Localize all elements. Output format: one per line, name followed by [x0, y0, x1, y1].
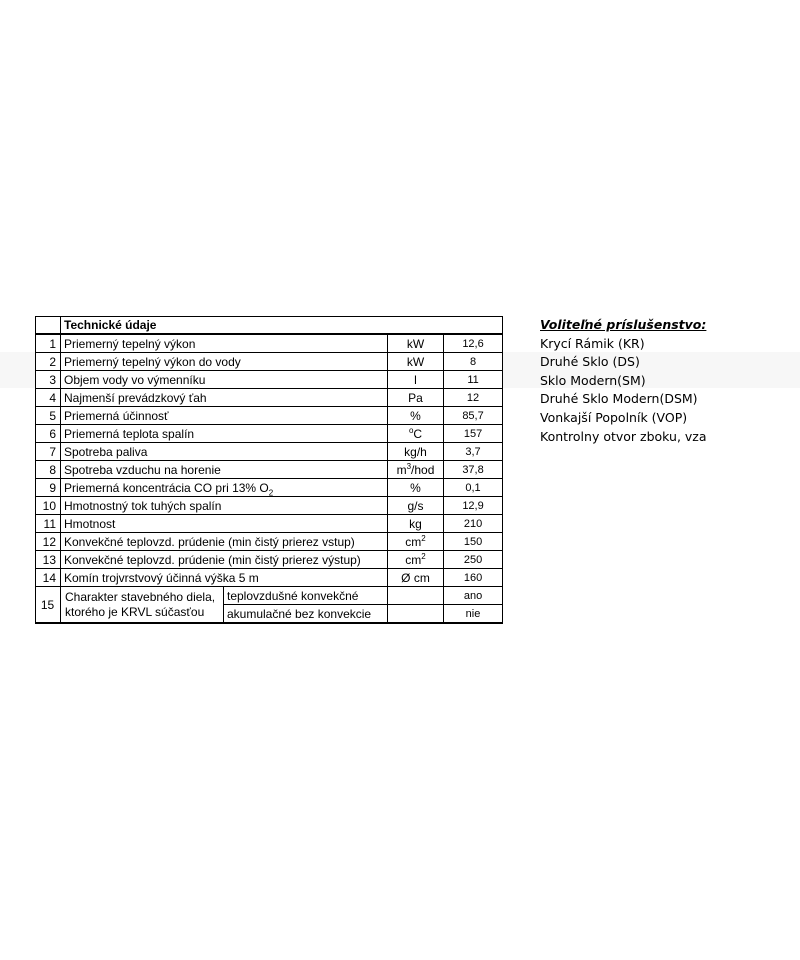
row-value: 12: [444, 389, 503, 407]
row-unit: kg: [388, 515, 444, 533]
table-header-row: [36, 317, 503, 335]
accessories-list: [540, 335, 800, 447]
row-unit: [388, 551, 444, 569]
accessory-item: Druhé Sklo (DS): [540, 354, 640, 370]
row-label: Komín trojvrstvový účinná výška 5 m: [61, 569, 388, 587]
row-unit: %: [388, 479, 444, 497]
row-unit: kW: [388, 353, 444, 371]
row-label: Priemerná účinnosť: [61, 407, 388, 425]
row-label: Konvekčné teplovzd. prúdenie (min čistý prierez vstup): [61, 533, 388, 551]
table-row: [36, 461, 503, 479]
row-unit-base: cm: [405, 534, 422, 549]
accessory-item: Vonkajší Popolník (VOP): [540, 409, 688, 425]
row-label: Priemerná teplota spalín: [61, 425, 388, 443]
row-number: 5: [36, 407, 61, 425]
row-number: 15: [36, 587, 61, 624]
row-number: 14: [36, 569, 61, 587]
table-row: [36, 334, 503, 353]
row-value: 12,9: [444, 497, 503, 515]
table-row: [36, 515, 503, 533]
row15-unit-2: [388, 605, 444, 624]
row-number: 8: [36, 461, 61, 479]
row-number: 10: [36, 497, 61, 515]
row-number: 4: [36, 389, 61, 407]
row-number: 9: [36, 479, 61, 497]
row-number: 3: [36, 371, 61, 389]
row-number: 13: [36, 551, 61, 569]
row15-option-1: teplovzdušné konvekčné: [224, 587, 388, 605]
row-unit: Pa: [388, 389, 444, 407]
row-unit: [388, 425, 444, 443]
row-value: 150: [444, 533, 503, 551]
table-row: [36, 551, 503, 569]
table-row: [36, 479, 503, 497]
row-unit-base: cm: [405, 552, 422, 567]
row-unit-superscript: 3: [406, 461, 412, 471]
row15-value-2: nie: [444, 605, 503, 624]
row-value: 160: [444, 569, 503, 587]
accessories-title: Voliteľné príslušenstvo:: [540, 317, 707, 332]
row-label: Najmenší prevádzkový ťah: [61, 389, 388, 407]
row-number: 11: [36, 515, 61, 533]
row-value: 250: [444, 551, 503, 569]
row-number: 1: [36, 334, 61, 353]
row-unit-suffix: /hod: [411, 462, 435, 477]
row15-option-2: akumulačné bez konvekcie: [224, 605, 388, 624]
row-label: Spotreba vzduchu na horenie: [61, 461, 388, 479]
accessories-panel: [540, 316, 800, 446]
row-value: 85,7: [444, 407, 503, 425]
header-num-cell: [36, 317, 61, 335]
row-label: Konvekčné teplovzd. prúdenie (min čistý prierez výstup): [61, 551, 388, 569]
table-row: [36, 353, 503, 371]
row-label: [61, 479, 388, 497]
table-row: [36, 533, 503, 551]
row-unit-base: m: [396, 462, 407, 477]
row15-label: [61, 587, 224, 624]
row-value: 37,8: [444, 461, 503, 479]
row15-value-1: ano: [444, 587, 503, 605]
row-unit: g/s: [388, 497, 444, 515]
row15-label-line1: Charakter stavebného diela,: [65, 589, 216, 604]
accessory-item: Kontrolny otvor zboku, vza: [540, 428, 707, 444]
row-value: 12,6: [444, 334, 503, 353]
row-value: 11: [444, 371, 503, 389]
row-number: 2: [36, 353, 61, 371]
row-unit-suffix: C: [413, 426, 423, 441]
row-value: 8: [444, 353, 503, 371]
accessory-item: Druhé Sklo Modern(DSM): [540, 391, 698, 407]
row-label: Hmotnost: [61, 515, 388, 533]
table-row: [36, 569, 503, 587]
row-label: Spotreba paliva: [61, 443, 388, 461]
row-value: 0,1: [444, 479, 503, 497]
row15-label-line2: ktorého je KRVL súčasťou: [65, 604, 205, 619]
row-unit-superscript: o: [408, 425, 414, 435]
row-unit: kg/h: [388, 443, 444, 461]
row-unit: [388, 461, 444, 479]
technical-data-table: [35, 316, 503, 624]
table-row: [36, 443, 503, 461]
row-value: 3,7: [444, 443, 503, 461]
row-number: 12: [36, 533, 61, 551]
row-value: 210: [444, 515, 503, 533]
table-row: [36, 407, 503, 425]
row-unit: Ø cm: [388, 569, 444, 587]
row-label: Objem vody vo výmenníku: [61, 371, 388, 389]
table-row: [36, 497, 503, 515]
row-unit-superscript: 2: [421, 533, 426, 543]
row-unit-superscript: 2: [421, 551, 426, 561]
row-number: 7: [36, 443, 61, 461]
accessory-item: Sklo Modern(SM): [540, 372, 646, 388]
row-label: Priemerný tepelný výkon: [61, 334, 388, 353]
row-label-subscript: 2: [268, 487, 274, 497]
row-unit: %: [388, 407, 444, 425]
row-label: Hmotnostný tok tuhých spalín: [61, 497, 388, 515]
row-number: 6: [36, 425, 61, 443]
row-unit: kW: [388, 334, 444, 353]
row-unit: [388, 533, 444, 551]
row-unit: l: [388, 371, 444, 389]
table-row: [36, 389, 503, 407]
table-row: [36, 425, 503, 443]
row15-unit-1: [388, 587, 444, 605]
row-label-text: Priemerná koncentrácia CO pri 13% O: [64, 480, 269, 495]
table-row-15a: [36, 587, 503, 605]
row-value: 157: [444, 425, 503, 443]
table-row: [36, 371, 503, 389]
table-title: Technické údaje: [61, 317, 503, 335]
accessory-item: Krycí Rámik (KR): [540, 335, 645, 351]
row-label: Priemerný tepelný výkon do vody: [61, 353, 388, 371]
